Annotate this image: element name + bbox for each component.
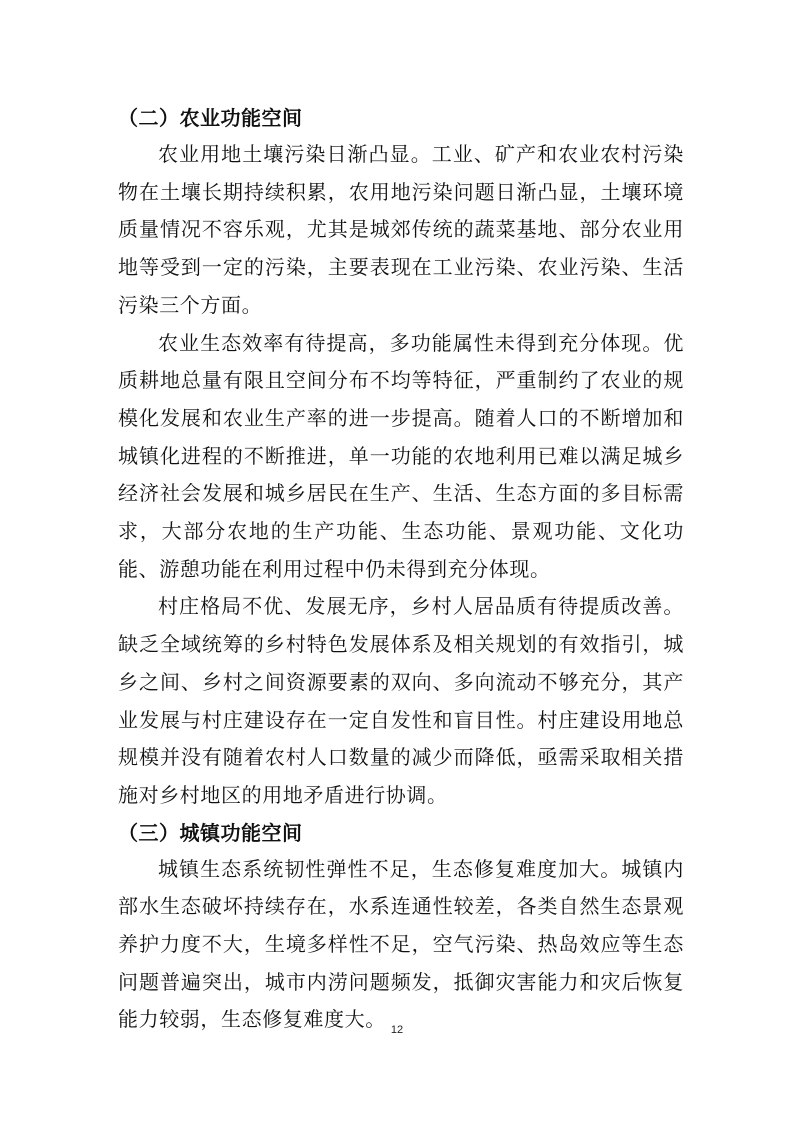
section-heading-urban: （三）城镇功能空间 (118, 820, 303, 845)
page-number: 12 (390, 1024, 404, 1036)
paragraph-agri-efficiency: 农业生态效率有待提高，多功能属性未得到充分体现。优质耕地总量有限且空间分布不均等特征，严重制约了农业的规模化发展和农业生产率的进一步提高。随着人口的不断增加和城镇化进程的不断推进，单一功能的农地利用已难以满足城乡经济社会发展和城乡居民在生产、生活、生态方面的多目标需求，大部分农地的生产功能、生态功能、景观功能、文化功能、游憩功能在利用过程中仍未得到充分体现。 (118, 330, 684, 581)
paragraph-village-layout: 村庄格局不优、发展无序，乡村人居品质有待提质改善。缺乏全域统筹的乡村特色发展体系及相关规划的有效指引，城乡之间、乡村之间资源要素的双向、多向流动不够充分，其产业发展与村庄建设存在一定自发性和盲目性。村庄建设用地总规模并没有随着农村人口数量的减少而降低，亟需采取相关措施对乡村地区的用地矛盾进行协调。 (118, 594, 684, 807)
section-heading-agriculture: （二）农业功能空间 (118, 106, 303, 130)
paragraph-urban-ecosystem: 城镇生态系统韧性弹性不足，生态修复难度加大。城镇内部水生态破坏持续存在，水系连通性较差，各类自然生态景观养护力度不大，生境多样性不足，空气污染、热岛效应等生态问题普遍突出，城市内涝问题频发，抵御灾害能力和灾后恢复能力较弱，生态修复难度大。 (118, 856, 684, 1032)
paragraph-soil-pollution: 农业用地土壤污染日渐凸显。工业、矿产和农业农村污染物在土壤长期持续积累，农用地污染问题日渐凸显，土壤环境质量情况不容乐观，尤其是城郊传统的蔬菜基地、部分农业用地等受到一定的污染，主要表现在工业污染、农业污染、生活污染三个方面。 (118, 142, 684, 317)
page-content (118, 100, 684, 1039)
